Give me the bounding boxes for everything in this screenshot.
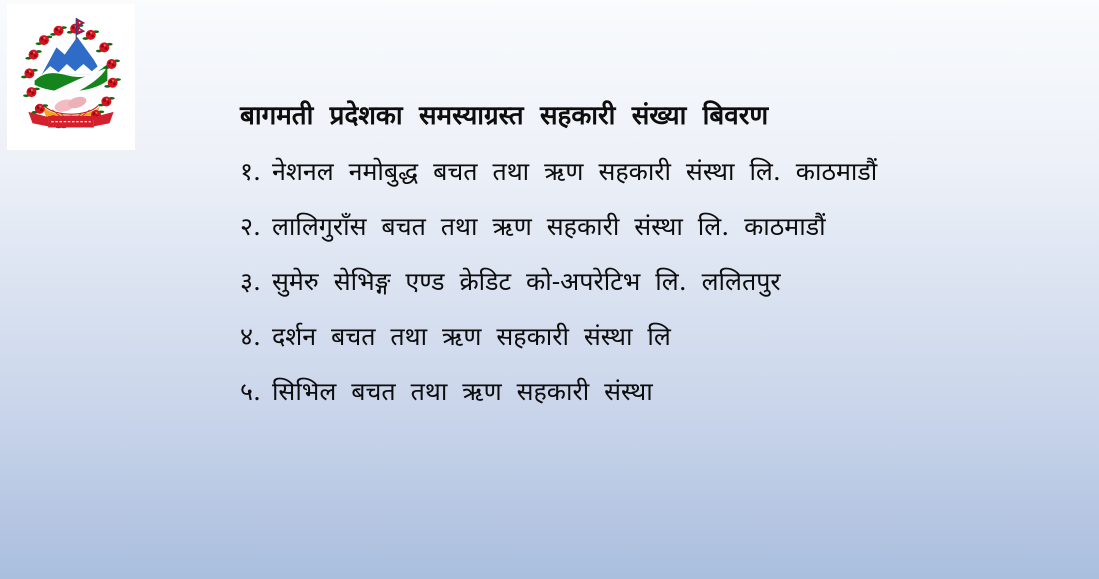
logo-box bbox=[7, 4, 135, 150]
nepal-coat-of-arms-icon bbox=[19, 16, 123, 138]
list-item bbox=[240, 213, 900, 241]
list-item bbox=[240, 378, 900, 406]
list-item bbox=[240, 323, 900, 351]
list-item-number: ४. bbox=[240, 322, 261, 351]
cooperative-list bbox=[240, 158, 900, 406]
list-item bbox=[240, 268, 900, 296]
list-item-text: नेशनल नमोबुद्ध बचत तथा ऋण सहकारी संस्था लि. काठमाडौं bbox=[271, 157, 878, 186]
list-item-text: लालिगुराँस बचत तथा ऋण सहकारी संस्था लि. काठमाडौं bbox=[271, 212, 826, 241]
content-block bbox=[240, 100, 900, 433]
list-item-number: ३. bbox=[240, 267, 261, 296]
list-item-number: ५. bbox=[240, 377, 261, 406]
list-item bbox=[240, 158, 900, 186]
list-item-text: दर्शन बचत तथा ऋण सहकारी संस्था लि bbox=[271, 322, 671, 351]
list-item-number: २. bbox=[240, 212, 261, 241]
list-item-text: सिभिल बचत तथा ऋण सहकारी संस्था bbox=[271, 377, 653, 406]
page-title: बागमती प्रदेशका समस्याग्रस्त सहकारी संख्या बिवरण bbox=[240, 101, 769, 131]
list-item-text: सुमेरु सेभिङ्ग एण्ड क्रेडिट को-अपरेटिभ लि. ललितपुर bbox=[271, 267, 781, 296]
list-item-number: १. bbox=[240, 157, 261, 186]
